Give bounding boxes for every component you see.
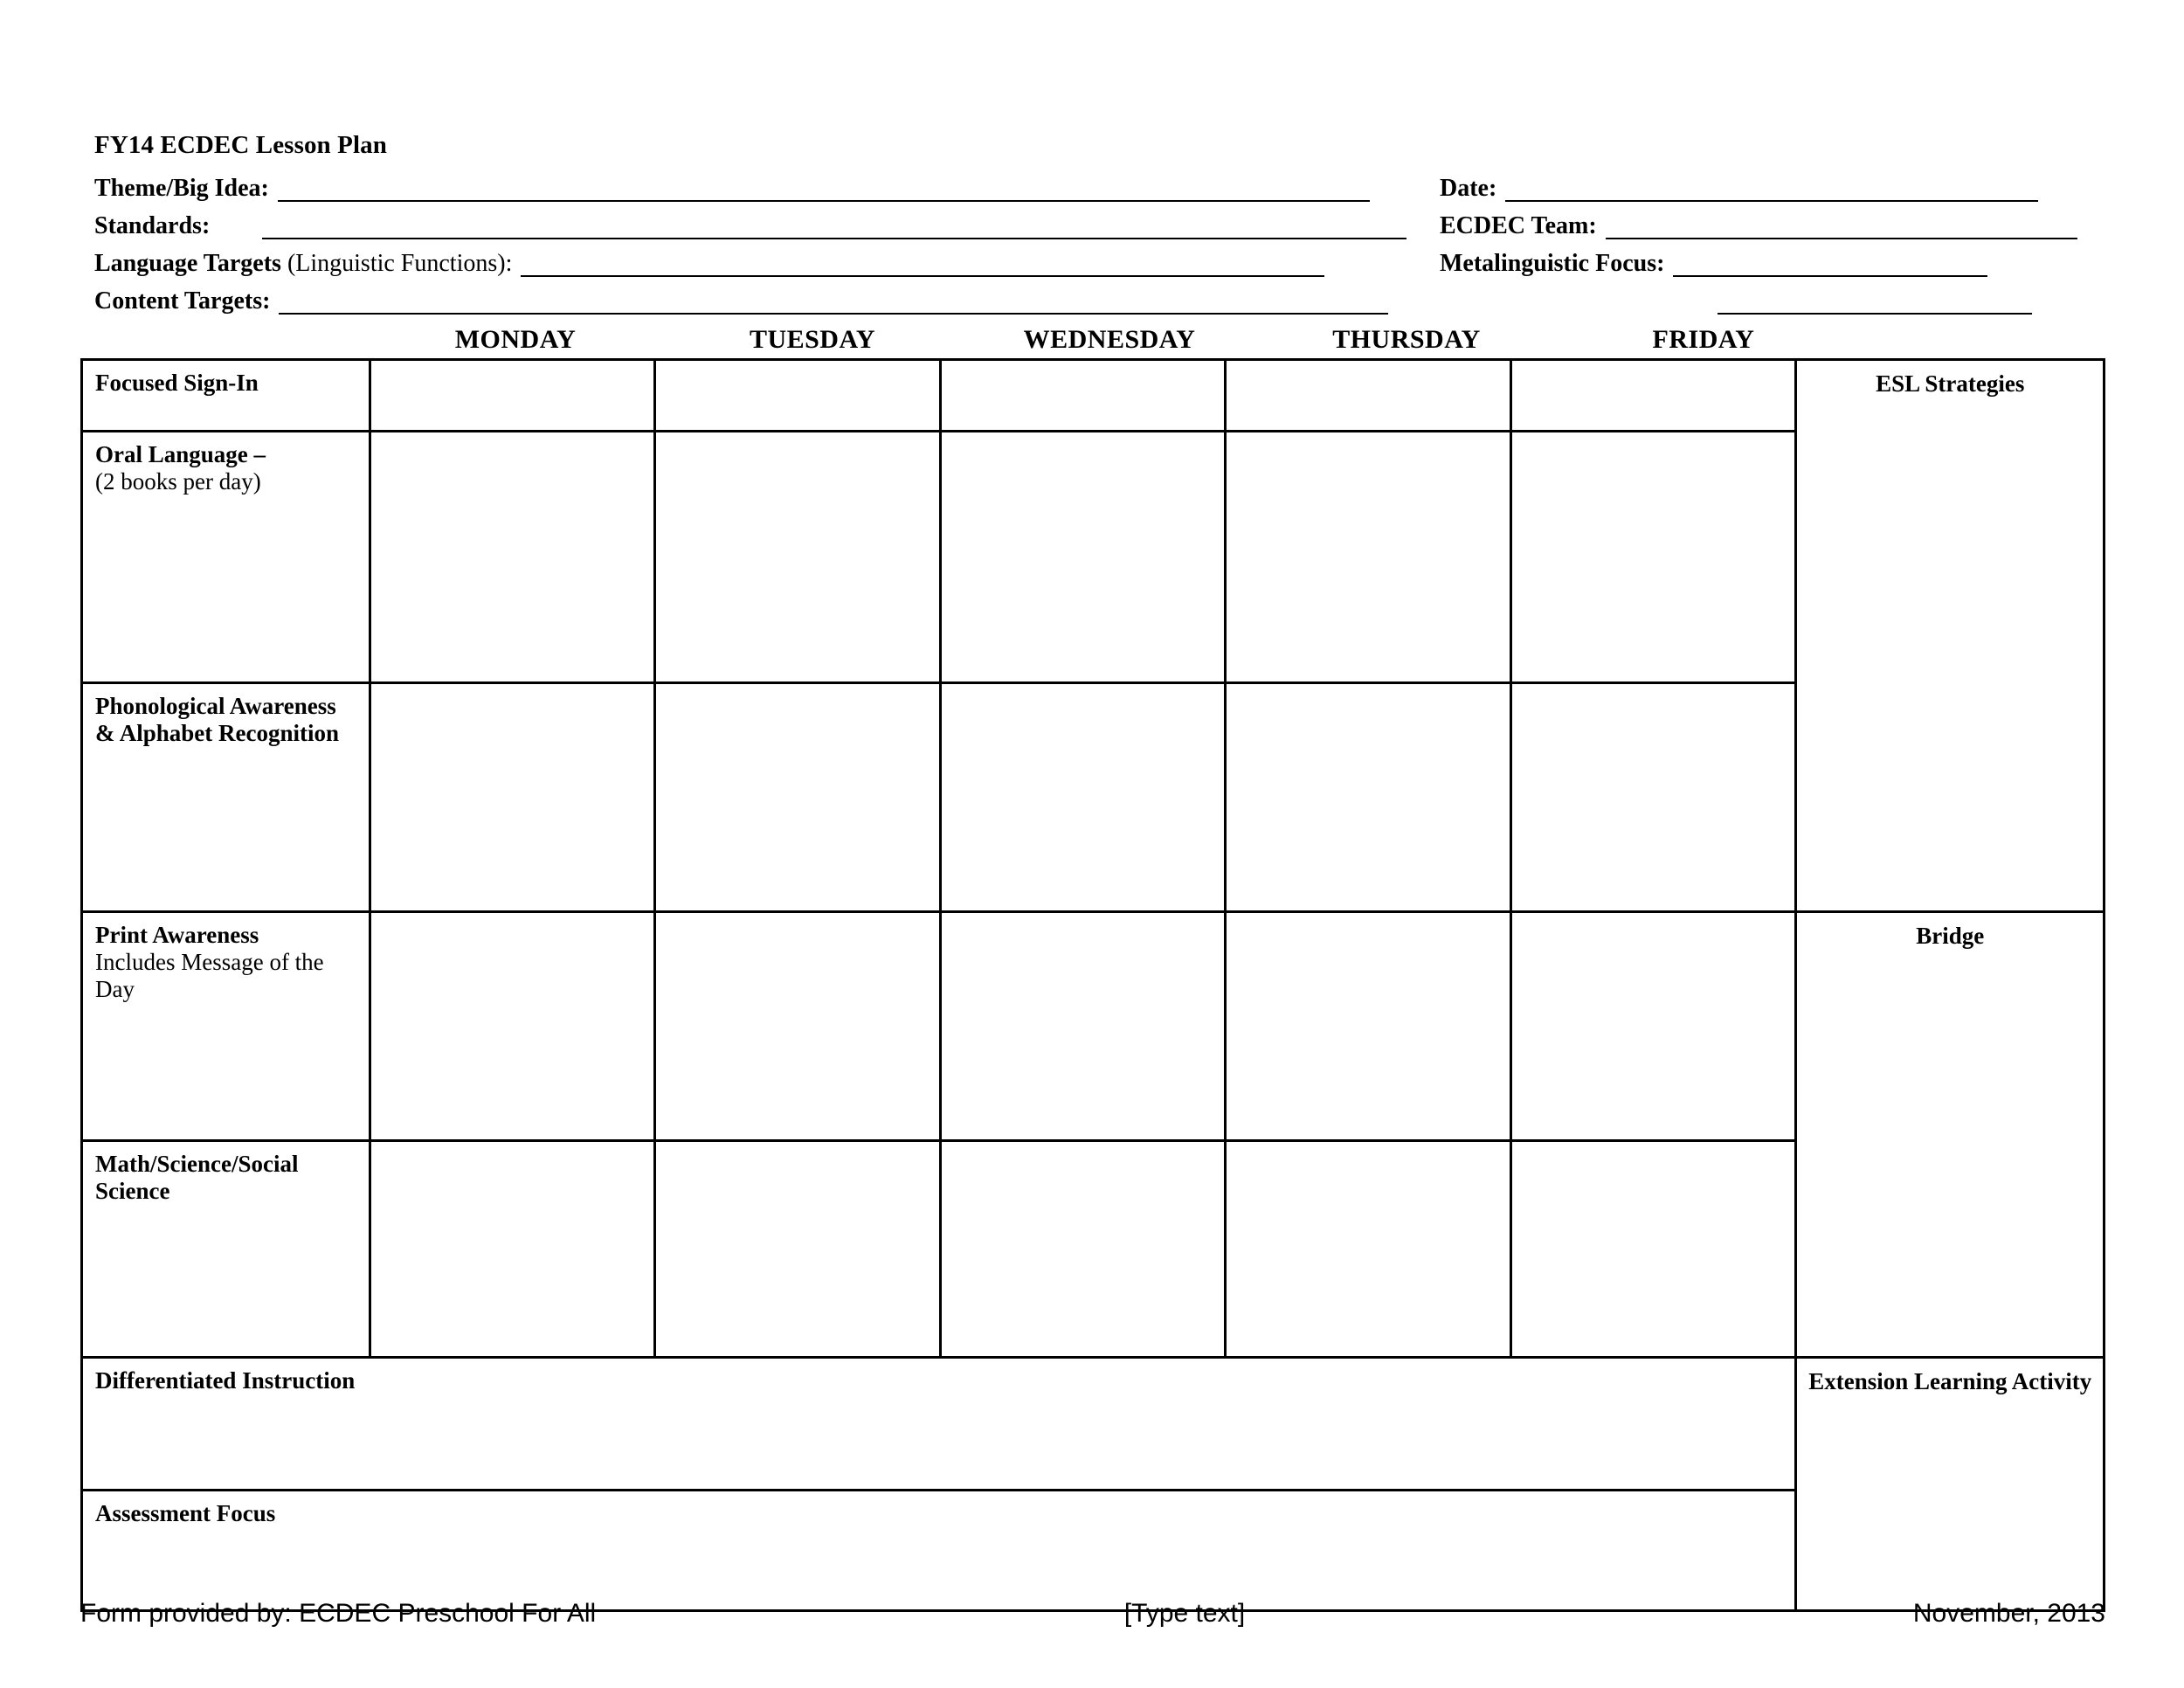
- row-label-print-awareness: [83, 913, 371, 1139]
- metalinguistic-focus-input[interactable]: [1673, 253, 1987, 277]
- document-header: [94, 131, 2104, 319]
- header-row-2: [94, 206, 2104, 239]
- side-panel-bridge[interactable]: [1797, 913, 2103, 1359]
- row-label-subtext: Includes Message of the Day: [95, 949, 324, 1002]
- footer-right-text: November, 2013: [1912, 1599, 2105, 1628]
- cell-print-awareness-tuesday[interactable]: [656, 913, 941, 1139]
- cell-phonological-awareness-monday[interactable]: [371, 684, 656, 910]
- language-targets-label-bold: Language Targets: [94, 250, 281, 277]
- row-label-math-science-social-science: [83, 1142, 371, 1356]
- lesson-plan-side-column: [1797, 361, 2103, 1609]
- row-label-text: Focused Sign-In: [95, 370, 259, 396]
- cell-phonological-awareness-friday[interactable]: [1512, 684, 1794, 910]
- document-footer: [80, 1599, 2105, 1629]
- metalinguistic-focus-input-line2[interactable]: [1717, 290, 2032, 315]
- cell-focused-sign-in-monday[interactable]: [371, 361, 656, 430]
- cell-focused-sign-in-thursday[interactable]: [1227, 361, 1511, 430]
- day-header-wednesday: WEDNESDAY: [1023, 325, 1196, 354]
- lesson-plan-table: [80, 358, 2105, 1612]
- page-title: FY14 ECDEC Lesson Plan: [94, 131, 387, 159]
- table-row-focused-sign-in: [83, 361, 1794, 432]
- side-panel-extension-learning-activity[interactable]: [1797, 1359, 2103, 1609]
- row-label-oral-language: [83, 432, 371, 681]
- row-label-phonological-awareness: [83, 684, 371, 910]
- cell-focused-sign-in-wednesday[interactable]: [942, 361, 1227, 430]
- table-row-oral-language: [83, 432, 1794, 684]
- header-row-3: [94, 244, 2104, 277]
- table-row-math-science-social-science: [83, 1142, 1794, 1359]
- header-row-4: [94, 281, 2104, 315]
- day-header-row: [367, 325, 1852, 355]
- date-input[interactable]: [1505, 177, 2038, 202]
- table-row-differentiated-instruction[interactable]: [83, 1359, 1794, 1491]
- theme-label: Theme/Big Idea:: [94, 175, 269, 202]
- side-panel-label-extension-learning-activity: Extension Learning Activity: [1808, 1368, 2092, 1394]
- row-label-assessment-focus: Assessment Focus: [95, 1500, 276, 1526]
- language-targets-label: [94, 251, 512, 277]
- row-label-differentiated-instruction: Differentiated Instruction: [95, 1367, 356, 1394]
- cell-oral-language-monday[interactable]: [371, 432, 656, 681]
- date-label: Date:: [1440, 175, 1497, 202]
- footer-center-text: [Type text]: [1123, 1599, 1246, 1628]
- day-header-tuesday: TUESDAY: [749, 325, 876, 354]
- language-targets-label-normal: (Linguistic Functions):: [280, 250, 513, 277]
- cell-oral-language-friday[interactable]: [1512, 432, 1794, 681]
- cell-print-awareness-thursday[interactable]: [1227, 913, 1511, 1139]
- table-row-assessment-focus[interactable]: [83, 1491, 1794, 1609]
- cell-print-awareness-friday[interactable]: [1512, 913, 1794, 1139]
- table-row-phonological-awareness: [83, 684, 1794, 913]
- footer-left-text: Form provided by: ECDEC Preschool For All: [80, 1599, 597, 1628]
- cell-oral-language-thursday[interactable]: [1227, 432, 1511, 681]
- cell-math-science-tuesday[interactable]: [656, 1142, 941, 1356]
- cell-phonological-awareness-thursday[interactable]: [1227, 684, 1511, 910]
- day-header-thursday: THURSDAY: [1332, 325, 1481, 354]
- metalinguistic-focus-label: Metalinguistic Focus:: [1440, 250, 1665, 277]
- row-label-focused-sign-in: [83, 361, 371, 430]
- side-panel-label-bridge: Bridge: [1916, 923, 1985, 949]
- standards-label: Standards:: [94, 212, 211, 239]
- day-header-friday: FRIDAY: [1652, 325, 1755, 354]
- cell-math-science-wednesday[interactable]: [942, 1142, 1227, 1356]
- ecdec-team-label: ECDEC Team:: [1440, 212, 1597, 239]
- day-header-monday: MONDAY: [454, 325, 577, 354]
- ecdec-team-input[interactable]: [1606, 215, 2077, 239]
- cell-phonological-awareness-wednesday[interactable]: [942, 684, 1227, 910]
- row-label-subtext: (2 books per day): [95, 468, 261, 495]
- theme-input[interactable]: [278, 177, 1370, 202]
- cell-math-science-friday[interactable]: [1512, 1142, 1794, 1356]
- standards-input[interactable]: [262, 215, 1406, 239]
- cell-math-science-thursday[interactable]: [1227, 1142, 1511, 1356]
- side-panel-label-esl-strategies: ESL Strategies: [1876, 370, 2025, 397]
- cell-print-awareness-wednesday[interactable]: [942, 913, 1227, 1139]
- cell-focused-sign-in-friday[interactable]: [1512, 361, 1794, 430]
- cell-focused-sign-in-tuesday[interactable]: [656, 361, 941, 430]
- row-label-text: Print Awareness: [95, 922, 259, 948]
- lesson-plan-main-columns: [83, 361, 1797, 1609]
- row-label-text: Math/Science/Social Science: [95, 1151, 299, 1204]
- header-row-1: [94, 169, 2104, 202]
- side-panel-esl-strategies[interactable]: [1797, 361, 2103, 913]
- cell-print-awareness-monday[interactable]: [371, 913, 656, 1139]
- content-targets-label: Content Targets:: [94, 287, 271, 315]
- language-targets-input[interactable]: [521, 253, 1324, 277]
- row-label-text: Phonological Awareness & Alphabet Recognition: [95, 693, 340, 746]
- cell-oral-language-tuesday[interactable]: [656, 432, 941, 681]
- row-label-text: Oral Language –: [95, 441, 266, 467]
- table-row-print-awareness: [83, 913, 1794, 1142]
- cell-oral-language-wednesday[interactable]: [942, 432, 1227, 681]
- cell-phonological-awareness-tuesday[interactable]: [656, 684, 941, 910]
- content-targets-input[interactable]: [279, 290, 1388, 315]
- cell-math-science-monday[interactable]: [371, 1142, 656, 1356]
